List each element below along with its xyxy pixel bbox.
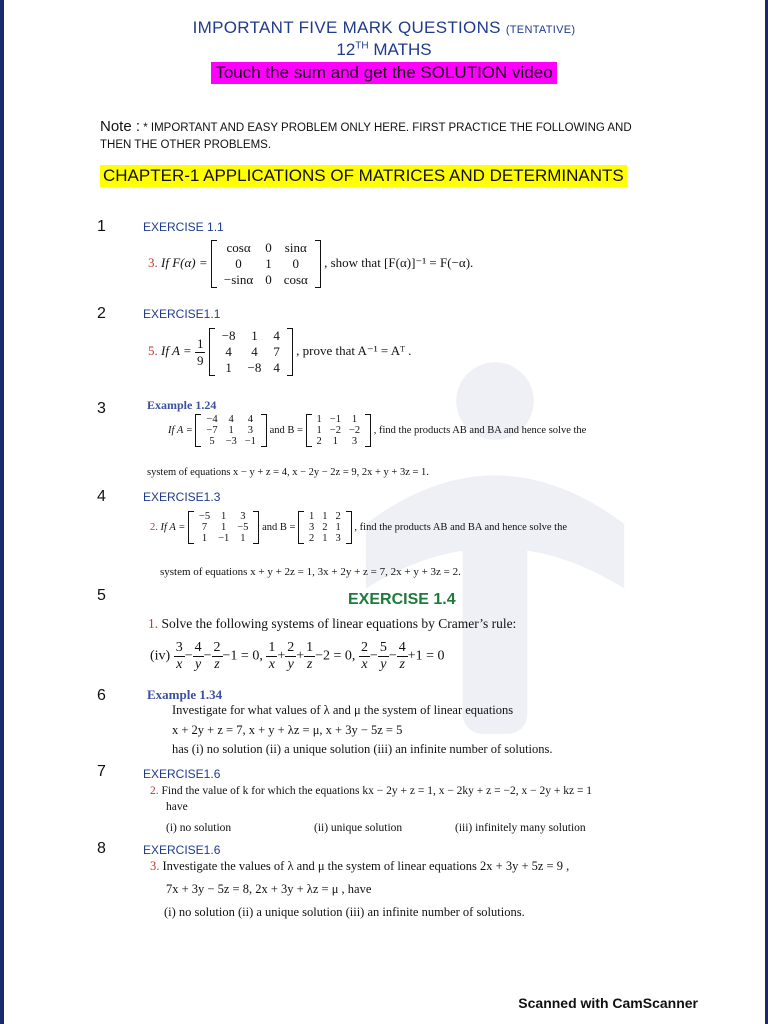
fraction-numerator: 3 bbox=[175, 640, 183, 655]
fraction-denominator: z bbox=[399, 657, 405, 672]
fraction-numerator: 4 bbox=[398, 640, 406, 655]
question-lead: If A = bbox=[160, 521, 186, 533]
matrix-cell: cosα bbox=[283, 272, 308, 287]
fraction-numerator: 2 bbox=[360, 640, 368, 655]
fraction-numerator: 1 bbox=[268, 640, 276, 655]
exercise-label: Example 1.24 bbox=[147, 398, 217, 412]
fraction bbox=[266, 640, 277, 673]
fraction-denominator: y bbox=[195, 657, 202, 672]
exercise-label: EXERCISE1.6 bbox=[143, 843, 221, 857]
matrix-cell: 1 bbox=[221, 511, 227, 522]
question-index: 3. bbox=[148, 254, 158, 270]
question-index: 2. bbox=[150, 785, 159, 797]
fraction bbox=[212, 640, 223, 673]
title-text: IMPORTANT FIVE MARK QUESTIONS bbox=[192, 18, 501, 37]
matrix-cell: 1 bbox=[309, 511, 315, 522]
matrix-cell: 3 bbox=[335, 533, 341, 544]
fraction-numerator: 4 bbox=[194, 640, 202, 655]
fraction-numerator: 2 bbox=[213, 640, 221, 655]
question-8[interactable] bbox=[150, 859, 569, 874]
matrix-cell: 1 bbox=[201, 533, 208, 544]
question-text: Investigate the values of λ and μ the system of linear equations 2x + 3y + 5z = 9 , bbox=[162, 859, 570, 873]
fraction-numerator: 1 bbox=[196, 335, 204, 351]
scanner-watermark: Scanned with CamScanner bbox=[518, 995, 698, 1011]
matrix-a bbox=[188, 511, 260, 544]
matrix-cell: 1 bbox=[335, 522, 341, 533]
matrix-cell: 4 bbox=[273, 360, 280, 375]
question-number: 1 bbox=[97, 218, 106, 235]
equation-tail: −1 = 0, bbox=[222, 648, 263, 664]
question-text: Find the value of k for which the equations kx − 2y + z = 1, x − 2ky + z = −2, x − 2y + kz = 1 bbox=[161, 785, 593, 797]
matrix-cell: 2 bbox=[322, 522, 328, 533]
matrix-cell: 3 bbox=[351, 436, 358, 447]
question-number: 2 bbox=[97, 305, 106, 322]
question-number: 8 bbox=[97, 840, 106, 857]
exercise-label: EXERCISE 1.1 bbox=[143, 220, 224, 234]
fraction-denominator: 9 bbox=[196, 352, 204, 368]
matrix-cell: 7 bbox=[201, 522, 208, 533]
question-6[interactable]: Investigate for what values of λ and μ the system of linear equations bbox=[172, 703, 514, 717]
page-title bbox=[0, 18, 768, 38]
fraction-denominator: x bbox=[176, 657, 183, 672]
chapter-heading: CHAPTER-1 APPLICATIONS OF MATRICES AND DETERMINANTS bbox=[100, 165, 627, 187]
question-index: 3. bbox=[150, 859, 160, 873]
question-number: 6 bbox=[97, 687, 106, 704]
matrix-cell: 3 bbox=[247, 425, 253, 436]
fraction-numerator: 5 bbox=[379, 640, 387, 655]
matrix-cell: 0 bbox=[235, 256, 242, 271]
matrix-cell: −2 bbox=[348, 425, 361, 436]
matrix-cell: 1 bbox=[228, 425, 234, 436]
question-6-options: has (i) no solution (ii) a unique solution (iii) an infinite number of solutions. bbox=[172, 742, 553, 756]
matrix-cell: 4 bbox=[228, 414, 234, 425]
exercise-label: EXERCISE1.3 bbox=[143, 490, 221, 504]
fraction bbox=[285, 640, 296, 673]
option-unique-solution: (ii) unique solution bbox=[314, 822, 403, 834]
fraction-numerator: 1 bbox=[306, 640, 314, 655]
matrix-cell: sinα bbox=[284, 240, 307, 255]
option-infinite-solution: (iii) infinitely many solution bbox=[455, 822, 586, 834]
equation-tail: −2 = 0, bbox=[315, 648, 356, 664]
fraction-one-ninth bbox=[195, 336, 206, 369]
matrix-cell: 3 bbox=[240, 511, 246, 522]
matrix-cell: −sinα bbox=[223, 272, 254, 287]
matrix-cell: 3 bbox=[309, 522, 315, 533]
matrix-cell: 2 bbox=[309, 533, 315, 544]
question-tail: , prove that A⁻¹ = Aᵀ . bbox=[296, 342, 412, 358]
question-tail: , find the products AB and BA and hence solve the bbox=[373, 424, 587, 436]
question-number: 3 bbox=[97, 400, 106, 417]
question-4[interactable] bbox=[150, 511, 567, 544]
solution-video-link[interactable]: Touch the sum and get the SOLUTION video bbox=[211, 62, 556, 84]
matrix-cell: 1 bbox=[316, 425, 322, 436]
matrix-cell: 0 bbox=[292, 256, 300, 271]
matrix-cell: 0 bbox=[265, 240, 272, 255]
part-label: (iv) bbox=[150, 648, 171, 664]
question-text: Solve the following systems of linear equations by Cramer’s rule: bbox=[161, 616, 517, 631]
matrix-cell: 2 bbox=[335, 511, 341, 522]
matrix-cell: 1 bbox=[322, 533, 328, 544]
question-8-options: (i) no solution (ii) a unique solution (iii) an infinite number of solutions. bbox=[164, 905, 525, 919]
matrix-cell: −1 bbox=[218, 533, 230, 544]
matrix-cell: 4 bbox=[225, 344, 232, 359]
matrix-cell: −5 bbox=[237, 522, 249, 533]
question-3[interactable] bbox=[168, 414, 586, 447]
matrix-cell: 4 bbox=[247, 414, 253, 425]
question-index: 5. bbox=[148, 342, 158, 358]
matrix-cell: 4 bbox=[273, 328, 280, 343]
matrix-cell: 1 bbox=[240, 533, 246, 544]
matrix-cell: 1 bbox=[332, 436, 338, 447]
matrix-cell: −8 bbox=[247, 360, 262, 375]
matrix-b bbox=[306, 414, 372, 447]
note-block bbox=[100, 118, 660, 154]
left-border bbox=[0, 0, 4, 1024]
matrix-cell: 1 bbox=[265, 256, 272, 271]
matrix-cell: −8 bbox=[221, 328, 236, 343]
question-2[interactable] bbox=[148, 328, 411, 376]
conjunction: and B = bbox=[269, 424, 303, 436]
question-3-equations: system of equations x − y + z = 4, x − 2y − 2z = 9, 2x + y + 3z = 1. bbox=[147, 467, 429, 478]
fraction bbox=[397, 640, 408, 673]
fraction-denominator: z bbox=[214, 657, 220, 672]
fraction bbox=[359, 640, 370, 673]
question-7[interactable] bbox=[150, 785, 592, 797]
question-tail: , show that [F(α)]⁻¹ = F(−α). bbox=[324, 254, 474, 270]
matrix-a bbox=[209, 328, 293, 376]
fraction bbox=[304, 640, 315, 673]
question-number: 4 bbox=[97, 488, 106, 505]
matrix-cell: 4 bbox=[251, 344, 258, 359]
question-1[interactable] bbox=[148, 240, 473, 288]
matrix-cell: 7 bbox=[273, 344, 280, 359]
document-header bbox=[0, 18, 768, 84]
fraction bbox=[193, 640, 204, 673]
exercise-label: Example 1.34 bbox=[147, 687, 223, 702]
fraction-denominator: y bbox=[287, 657, 294, 672]
matrix-cell: 1 bbox=[322, 511, 328, 522]
title-tag: (TENTATIVE) bbox=[505, 24, 576, 36]
question-number: 7 bbox=[97, 763, 106, 780]
question-index: 2. bbox=[150, 521, 158, 533]
matrix-cell: −2 bbox=[329, 425, 341, 436]
matrix-cell: cosα bbox=[226, 240, 251, 255]
question-index: 1. bbox=[148, 616, 159, 631]
grade-number: 12 bbox=[336, 40, 356, 59]
cramer-equations: (iv) $\frac{3}{x}$ − $\frac{4}{y}$ − $\frac{2}{z}$ −1 = 0, $\frac{1}{x}$ + $\frac{2}{y}$ + $\frac{1}{z}$ −2 = 0, $\frac{2}{x}$ − $\frac{5}{y}$ − $\frac{4}{z}$ +1 = 0 bbox=[150, 640, 445, 672]
question-number: 5 bbox=[97, 587, 106, 604]
subject-name: MATHS bbox=[373, 40, 432, 59]
matrix-cell: 1 bbox=[316, 414, 322, 425]
matrix-cell: 2 bbox=[316, 436, 322, 447]
grade-suffix: TH bbox=[355, 40, 369, 52]
option-no-solution: (i) no solution bbox=[166, 822, 232, 834]
matrix-cell: −4 bbox=[206, 414, 218, 425]
question-lead: If A = bbox=[168, 424, 193, 436]
question-5[interactable] bbox=[148, 616, 516, 632]
fraction-denominator: x bbox=[268, 657, 275, 672]
matrix-cell: −7 bbox=[206, 425, 218, 436]
matrix-cell: −1 bbox=[329, 414, 341, 425]
exercise-label: EXERCISE 1.4 bbox=[348, 591, 456, 608]
matrix-b bbox=[298, 511, 352, 544]
question-8-equations: 7x + 3y − 5z = 8, 2x + 3y + λz = μ , have bbox=[166, 882, 372, 896]
fraction bbox=[174, 640, 185, 673]
question-lead: If F(α) = bbox=[161, 254, 208, 270]
question-7-have: have bbox=[166, 801, 188, 813]
question-6-equations: x + 2y + z = 7, x + y + λz = μ, x + 3y − 5z = 5 bbox=[172, 723, 403, 737]
matrix-cell: −1 bbox=[244, 436, 256, 447]
question-lead: If A = bbox=[161, 342, 192, 358]
fraction-denominator: z bbox=[306, 657, 313, 672]
note-text: * IMPORTANT AND EASY PROBLEM ONLY HERE. FIRST PRACTICE THE FOLLOWING AND THEN THE OTHER PROBLEMS. bbox=[100, 122, 632, 151]
fraction-denominator: x bbox=[361, 657, 368, 672]
matrix-cell: 0 bbox=[265, 272, 272, 287]
fraction bbox=[378, 640, 389, 673]
question-tail: , find the products AB and BA and hence solve the bbox=[354, 521, 567, 533]
matrix-cell: −5 bbox=[198, 511, 211, 522]
exercise-label: EXERCISE1.6 bbox=[143, 767, 221, 781]
exercise-label: EXERCISE1.1 bbox=[143, 307, 221, 321]
matrix-cell: 1 bbox=[351, 414, 358, 425]
matrix-a bbox=[195, 414, 267, 447]
fraction-numerator: 2 bbox=[287, 640, 295, 655]
note-label: Note : bbox=[100, 118, 141, 135]
matrix-cell: −3 bbox=[225, 436, 237, 447]
conjunction: and B = bbox=[262, 521, 296, 533]
grade-subject bbox=[0, 40, 768, 60]
matrix-cell: 5 bbox=[209, 436, 215, 447]
matrix-f-alpha bbox=[211, 240, 321, 288]
matrix-cell: 1 bbox=[251, 328, 258, 343]
matrix-cell: 1 bbox=[225, 360, 232, 375]
equation-tail: +1 = 0 bbox=[407, 648, 445, 664]
fraction-denominator: y bbox=[380, 657, 387, 672]
question-4-equations: system of equations x + y + 2z = 1, 3x + 2y + z = 7, 2x + y + 3z = 2. bbox=[160, 566, 461, 578]
matrix-cell: 1 bbox=[221, 522, 227, 533]
